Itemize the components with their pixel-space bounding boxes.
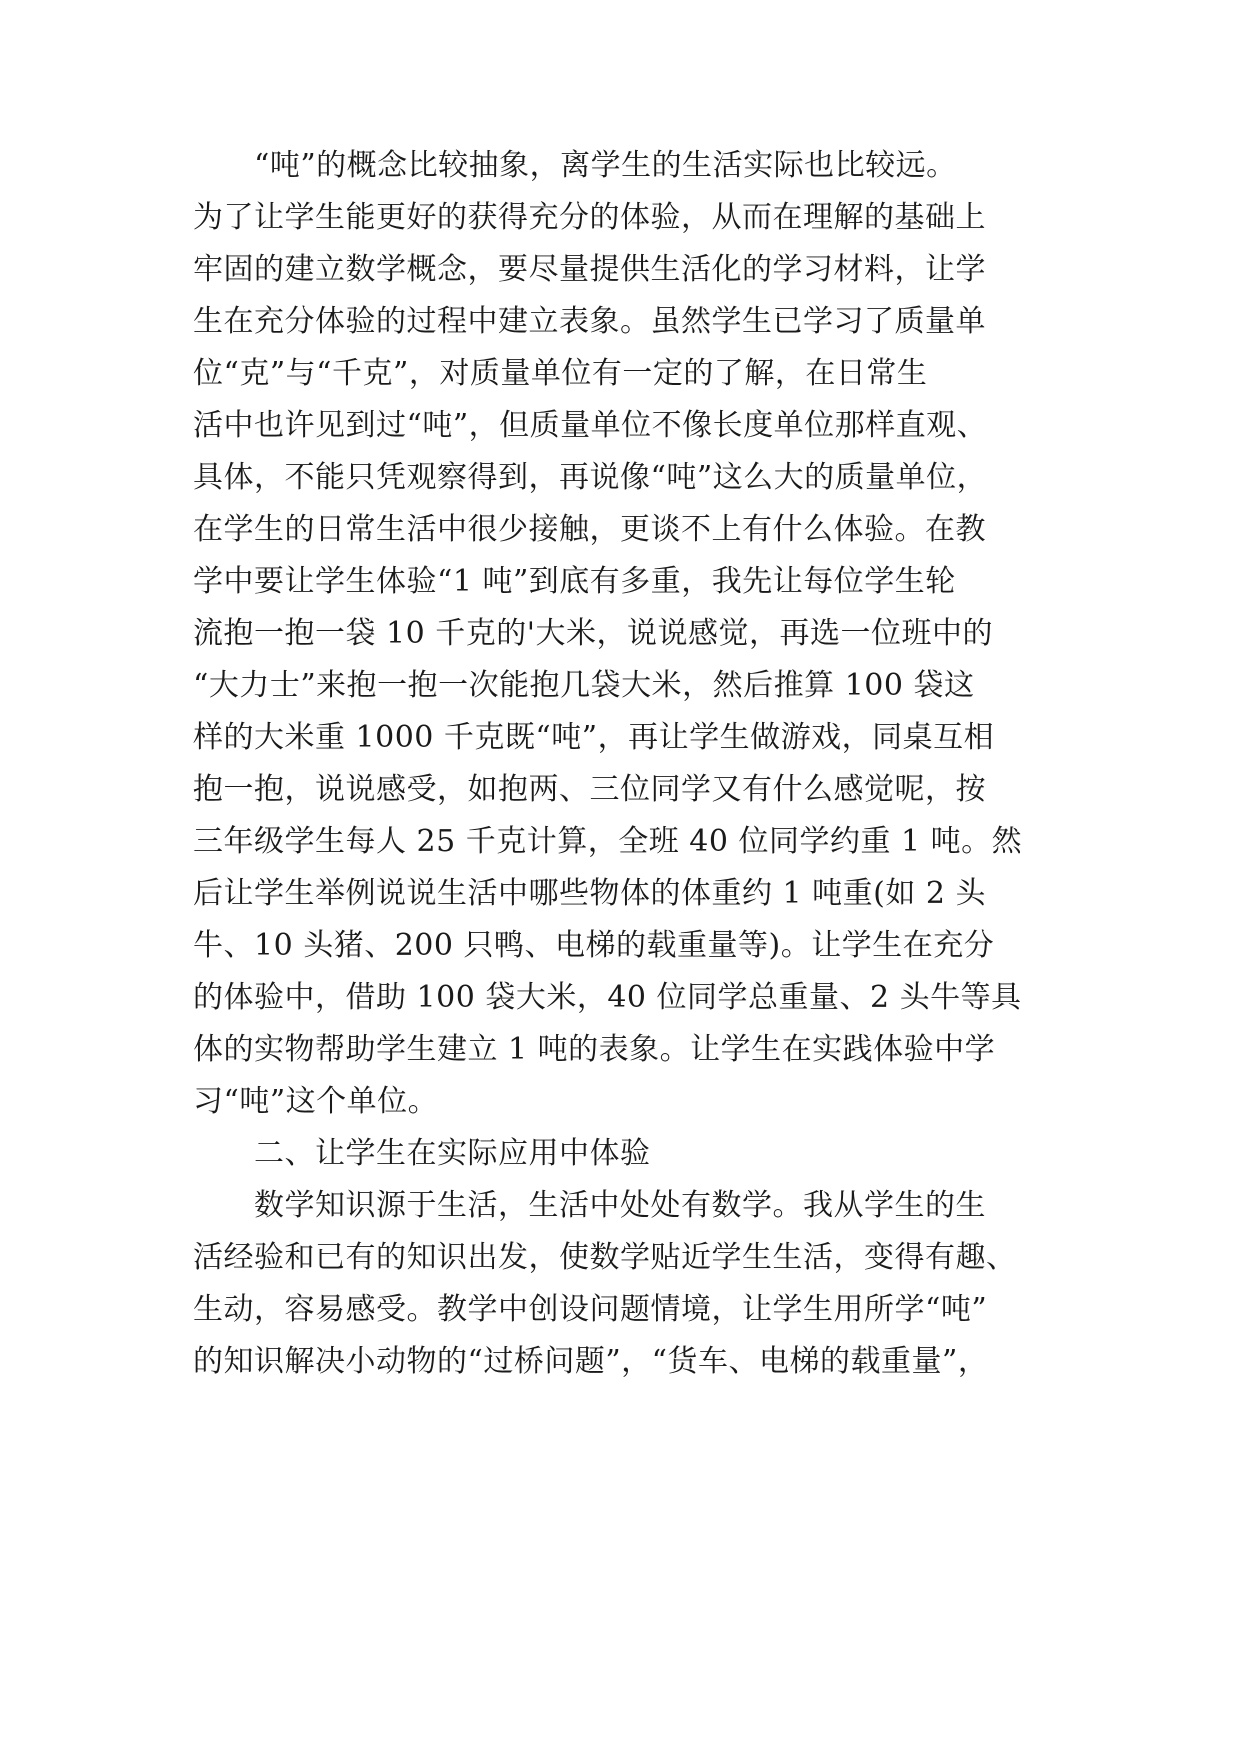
paragraph-line: 活中也许见到过“吨”，但质量单位不像长度单位那样直观、 [193,408,988,443]
paragraph-line: 牛、10 头猪、200 只鸭、电梯的载重量等)。让学生在充分 [193,928,995,963]
paragraph-line: 为了让学生能更好的获得充分的体验，从而在理解的基础上 [193,200,986,235]
paragraph-line: 的知识解决小动物的“过桥问题”，“货车、电梯的载重量”， [193,1344,989,1379]
paragraph-line: 体的实物帮助学生建立 1 吨的表象。让学生在实践体验中学 [193,1032,996,1067]
paragraph-line: 具体，不能只凭观察得到，再说像“吨”这么大的质量单位， [193,460,988,495]
paragraph-line: 习“吨”这个单位。 [193,1084,439,1119]
paragraph-line: 后让学生举例说说生活中哪些物体的体重约 1 吨重(如 2 头 [193,876,987,911]
paragraph-line: 位“克”与“千克”，对质量单位有一定的了解，在日常生 [193,356,928,391]
paragraph-line: 生在充分体验的过程中建立表象。虽然学生已学习了质量单 [193,304,986,339]
paragraph-line: 牢固的建立数学概念，要尽量提供生活化的学习材料，让学 [193,252,986,287]
paragraph-line: 数学知识源于生活，生活中处处有数学。我从学生的生 [193,1188,986,1223]
paragraph-line: 在学生的日常生活中很少接触，更谈不上有什么体验。在教 [193,512,986,547]
paragraph-line: 活经验和已有的知识出发，使数学贴近学生生活，变得有趣、 [193,1240,1017,1275]
paragraph-line: 抱一抱，说说感受，如抱两、三位同学又有什么感觉呢，按 [193,772,986,807]
section-heading: 二、让学生在实际应用中体验 [193,1136,651,1171]
paragraph-line: “吨”的概念比较抽象，离学生的生活实际也比较远。 [193,148,957,183]
paragraph-line: “大力士”来抱一抱一次能抱几袋大米，然后推算 100 袋这 [193,668,975,703]
paragraph-line: 三年级学生每人 25 千克计算，全班 40 位同学约重 1 吨。然 [193,824,1023,859]
paragraph-line: 的体验中，借助 100 袋大米，40 位同学总重量、2 头牛等具 [193,980,1022,1015]
paragraph-line: 生动，容易感受。教学中创设问题情境，让学生用所学“吨” [193,1292,988,1327]
paragraph-line: 流抱一抱一袋 10 千克的'大米，说说感觉，再选一位班中的 [193,616,993,651]
paragraph-line: 学中要让学生体验“1 吨”到底有多重，我先让每位学生轮 [193,564,956,599]
paragraph-line: 样的大米重 1000 千克既“吨”，再让学生做游戏，同桌互相 [193,720,995,755]
